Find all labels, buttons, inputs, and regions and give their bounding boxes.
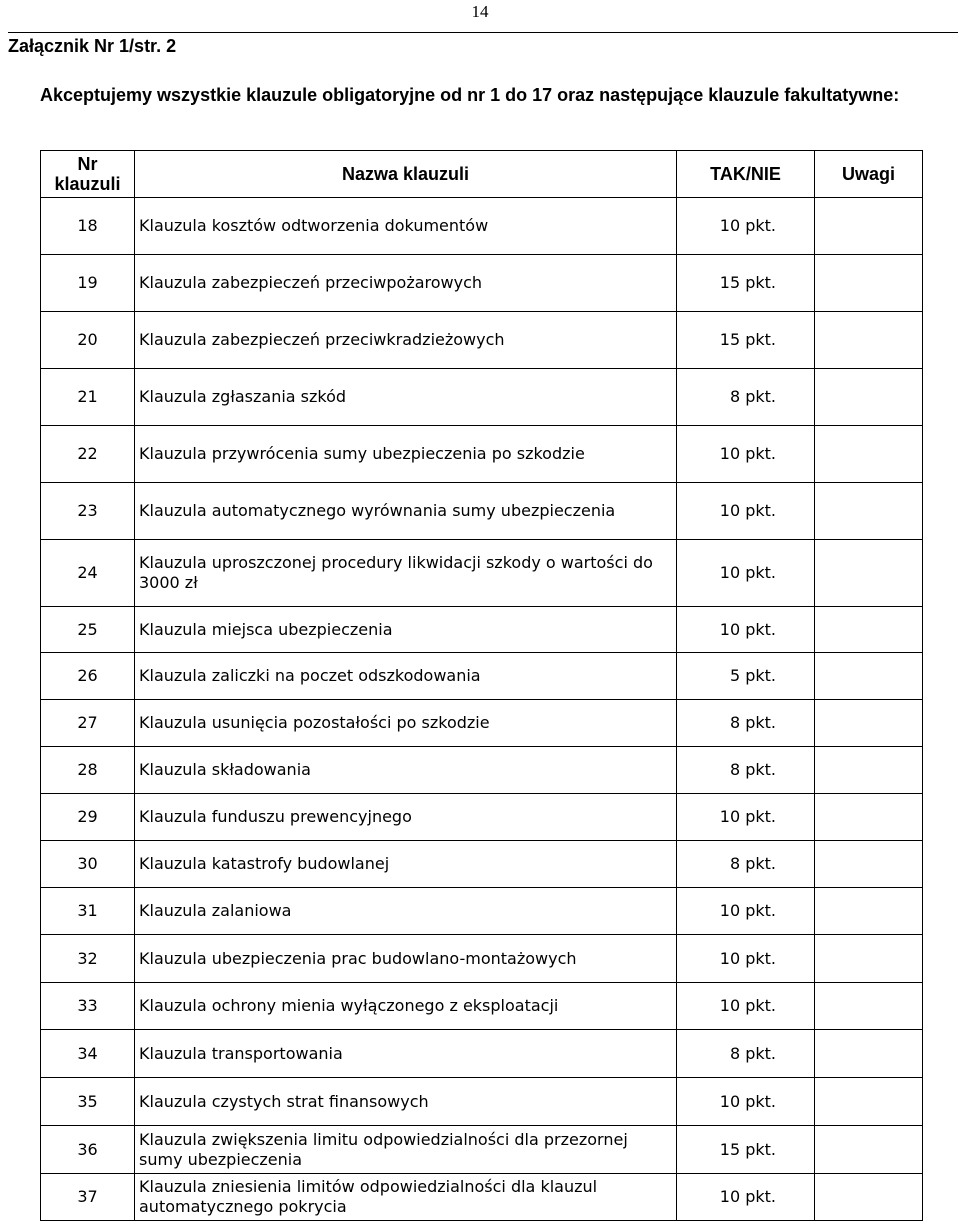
clause-points: 8 pkt. [677, 700, 815, 747]
intro-paragraph: Akceptujemy wszystkie klauzule obligatoryjne od nr 1 do 17 oraz następujące klauzule fakultatywne: [40, 85, 900, 105]
clause-number: 18 [41, 198, 135, 255]
clause-points: 10 pkt. [677, 1174, 815, 1221]
table-row [41, 1174, 923, 1221]
clause-name: Klauzula przywrócenia sumy ubezpieczenia po szkodzie [135, 426, 677, 483]
clause-notes [815, 747, 923, 794]
table-row [41, 1030, 923, 1078]
table-row [41, 888, 923, 935]
clause-points: 10 pkt. [677, 1078, 815, 1126]
clause-name: Klauzula składowania [135, 747, 677, 794]
clause-number: 33 [41, 983, 135, 1030]
clause-notes [815, 841, 923, 888]
clause-number: 26 [41, 653, 135, 700]
clause-number: 31 [41, 888, 135, 935]
clause-name: Klauzula zwiększenia limitu odpowiedzialności dla przezornej sumy ubezpieczenia [135, 1126, 677, 1174]
clause-number: 29 [41, 794, 135, 841]
table-row [41, 483, 923, 540]
table-header-row [41, 151, 923, 198]
clause-name: Klauzula uproszczonej procedury likwidacji szkody o wartości do 3000 zł [135, 540, 677, 607]
table-row [41, 983, 923, 1030]
clause-number: 30 [41, 841, 135, 888]
clause-number: 22 [41, 426, 135, 483]
clause-points: 10 pkt. [677, 607, 815, 653]
clause-notes [815, 1030, 923, 1078]
table-row [41, 540, 923, 607]
clause-notes [815, 794, 923, 841]
clause-notes [815, 312, 923, 369]
clause-points: 8 pkt. [677, 1030, 815, 1078]
clause-notes [815, 198, 923, 255]
clause-name: Klauzula zabezpieczeń przeciwkradzieżowych [135, 312, 677, 369]
clause-points: 10 pkt. [677, 935, 815, 983]
clause-number: 25 [41, 607, 135, 653]
clause-notes [815, 653, 923, 700]
clause-number: 32 [41, 935, 135, 983]
clause-number: 34 [41, 1030, 135, 1078]
clause-name: Klauzula automatycznego wyrównania sumy ubezpieczenia [135, 483, 677, 540]
clause-name: Klauzula miejsca ubezpieczenia [135, 607, 677, 653]
clause-name: Klauzula funduszu prewencyjnego [135, 794, 677, 841]
clause-points: 5 pkt. [677, 653, 815, 700]
header-yesno: TAK/NIE [677, 151, 815, 198]
clause-name: Klauzula zgłaszania szkód [135, 369, 677, 426]
clause-number: 24 [41, 540, 135, 607]
clause-points: 10 pkt. [677, 483, 815, 540]
table-row [41, 1126, 923, 1174]
clause-name: Klauzula zaliczki na poczet odszkodowania [135, 653, 677, 700]
clause-points: 10 pkt. [677, 794, 815, 841]
clause-points: 10 pkt. [677, 540, 815, 607]
clause-notes [815, 1126, 923, 1174]
table-row [41, 653, 923, 700]
clause-name: Klauzula zniesienia limitów odpowiedzialności dla klauzul automatycznego pokrycia [135, 1174, 677, 1221]
clause-notes [815, 1174, 923, 1221]
table-row [41, 369, 923, 426]
clause-name: Klauzula zalaniowa [135, 888, 677, 935]
table-row [41, 935, 923, 983]
clause-points: 8 pkt. [677, 747, 815, 794]
clause-points: 10 pkt. [677, 888, 815, 935]
table-row [41, 426, 923, 483]
clause-name: Klauzula kosztów odtworzenia dokumentów [135, 198, 677, 255]
clause-number: 23 [41, 483, 135, 540]
table-row [41, 198, 923, 255]
table-row [41, 1078, 923, 1126]
clause-number: 27 [41, 700, 135, 747]
table-row [41, 312, 923, 369]
clause-notes [815, 888, 923, 935]
clause-name: Klauzula czystych strat finansowych [135, 1078, 677, 1126]
clause-notes [815, 935, 923, 983]
clause-number: 19 [41, 255, 135, 312]
header-divider [8, 32, 958, 33]
clause-number: 36 [41, 1126, 135, 1174]
clause-name: Klauzula usunięcia pozostałości po szkodzie [135, 700, 677, 747]
table-row [41, 841, 923, 888]
clause-number: 21 [41, 369, 135, 426]
page-number: 14 [471, 2, 489, 21]
clause-number: 35 [41, 1078, 135, 1126]
clause-notes [815, 483, 923, 540]
header-nr: Nr klauzuli [41, 151, 135, 198]
clause-name: Klauzula katastrofy budowlanej [135, 841, 677, 888]
clause-points: 10 pkt. [677, 198, 815, 255]
clause-notes [815, 983, 923, 1030]
clause-points: 15 pkt. [677, 1126, 815, 1174]
table-row [41, 747, 923, 794]
clause-points: 8 pkt. [677, 369, 815, 426]
clause-points: 10 pkt. [677, 983, 815, 1030]
clauses-table [40, 150, 923, 1221]
table-row [41, 607, 923, 653]
clause-notes [815, 700, 923, 747]
clause-points: 10 pkt. [677, 426, 815, 483]
clause-number: 37 [41, 1174, 135, 1221]
attachment-label: Załącznik Nr 1/str. 2 [8, 36, 177, 56]
clause-points: 8 pkt. [677, 841, 815, 888]
clause-notes [815, 1078, 923, 1126]
header-name: Nazwa klauzuli [135, 151, 677, 198]
header-notes: Uwagi [815, 151, 923, 198]
clause-notes [815, 540, 923, 607]
clause-points: 15 pkt. [677, 255, 815, 312]
clause-notes [815, 607, 923, 653]
clause-name: Klauzula ubezpieczenia prac budowlano-montażowych [135, 935, 677, 983]
clause-points: 15 pkt. [677, 312, 815, 369]
clause-name: Klauzula zabezpieczeń przeciwpożarowych [135, 255, 677, 312]
table-row [41, 700, 923, 747]
clause-number: 20 [41, 312, 135, 369]
clause-notes [815, 369, 923, 426]
clause-number: 28 [41, 747, 135, 794]
clause-notes [815, 426, 923, 483]
clause-name: Klauzula ochrony mienia wyłączonego z eksploatacji [135, 983, 677, 1030]
table-row [41, 794, 923, 841]
table-row [41, 255, 923, 312]
clause-notes [815, 255, 923, 312]
clause-name: Klauzula transportowania [135, 1030, 677, 1078]
